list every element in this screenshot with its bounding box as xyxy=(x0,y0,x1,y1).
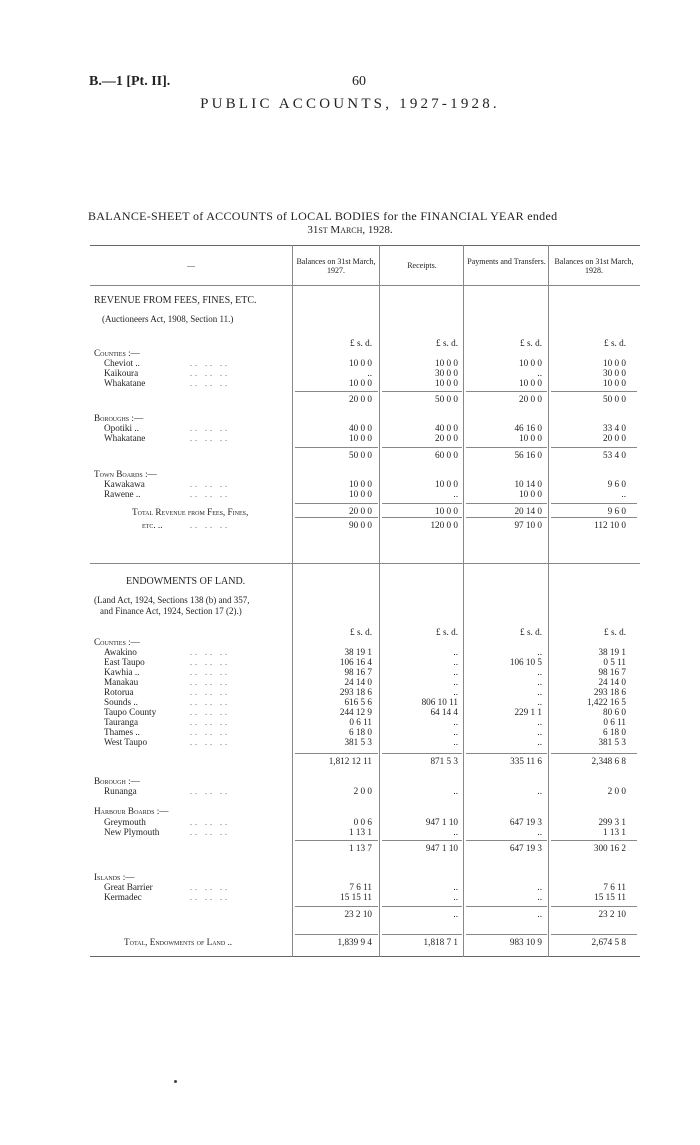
cell-c4: 23 2 10 xyxy=(598,909,626,919)
subtotal-rule xyxy=(382,906,462,907)
cell-c3: 20 0 0 xyxy=(519,394,542,404)
cell-c4: 0 6 11 xyxy=(603,717,626,727)
cell-c4: 112 10 0 xyxy=(594,520,626,530)
row-leader-dots: .. .. .. xyxy=(190,648,230,657)
cell-c3: 46 16 0 xyxy=(514,423,542,433)
cell-c4: 38 19 1 xyxy=(598,647,626,657)
cell-c1: 90 0 0 xyxy=(349,520,372,530)
cell-c3: .. xyxy=(537,647,542,657)
row-leader-dots: .. .. .. xyxy=(190,708,230,717)
cell-c2: 10 0 0 xyxy=(435,378,458,388)
cell-c4: 53 4 0 xyxy=(603,450,626,460)
cell-c4: 299 3 1 xyxy=(598,817,626,827)
cell-c2: 871 5 3 xyxy=(430,756,458,766)
cell-c4: 1,422 16 5 xyxy=(586,697,626,707)
cell-c4: 50 0 0 xyxy=(603,394,626,404)
cell-c3: 10 0 0 xyxy=(519,378,542,388)
cell-c3: .. xyxy=(537,786,542,796)
row-leader-dots: .. .. .. xyxy=(190,728,230,737)
cell-c1: 293 18 6 xyxy=(339,687,372,697)
row-label: Harbour Boards :— xyxy=(94,806,169,816)
cell-c1: 24 14 0 xyxy=(344,677,372,687)
table-row xyxy=(90,909,640,920)
row-label: Kawhia .. xyxy=(104,667,140,677)
table-row xyxy=(90,394,640,405)
subtotal-rule xyxy=(466,503,547,504)
cell-c3: £ s. d. xyxy=(520,338,542,348)
cell-c3: 97 10 0 xyxy=(514,520,542,530)
row-leader-dots: .. .. .. xyxy=(190,828,230,837)
cell-c2: 10 0 0 xyxy=(435,358,458,368)
cell-c2: 60 0 0 xyxy=(435,450,458,460)
subtotal-rule xyxy=(382,753,462,754)
cell-c1: 10 0 0 xyxy=(349,479,372,489)
page-title: PUBLIC ACCOUNTS, 1927-1928. xyxy=(200,96,500,112)
row-leader-dots: .. .. .. xyxy=(190,658,230,667)
cell-c1: 20 0 0 xyxy=(349,506,372,516)
row-leader-dots: .. .. .. xyxy=(190,883,230,892)
subtotal-rule xyxy=(466,517,547,518)
cell-c4: 1 13 1 xyxy=(603,827,626,837)
row-label: Whakatane xyxy=(104,433,146,443)
section-subtitle-revenue: (Auctioneers Act, 1908, Section 11.) xyxy=(102,314,234,324)
cell-c4: 24 14 0 xyxy=(598,677,626,687)
cell-c4: 10 0 0 xyxy=(603,378,626,388)
row-label: Kawakawa xyxy=(104,479,145,489)
row-leader-dots: .. .. .. xyxy=(190,359,230,368)
row-leader-dots: .. .. .. xyxy=(190,787,230,796)
table-row xyxy=(90,892,640,903)
cell-c2: 64 14 4 xyxy=(430,707,458,717)
cell-c3: 983 10 9 xyxy=(509,937,542,947)
row-label: Awakino xyxy=(104,647,137,657)
row-label: Rawene .. xyxy=(104,489,141,499)
cell-c3: .. xyxy=(537,882,542,892)
table-row xyxy=(90,843,640,854)
cell-c4: 98 16 7 xyxy=(598,667,626,677)
row-label: Boroughs :— xyxy=(94,413,144,423)
cell-c2: .. xyxy=(453,909,458,919)
row-label: West Taupo xyxy=(104,737,148,747)
row-label: Taupo County xyxy=(104,707,157,717)
row-label: Borough :— xyxy=(94,776,140,786)
cell-c1: 0 6 11 xyxy=(349,717,372,727)
row-label: Kaikoura xyxy=(104,368,139,378)
row-leader-dots: .. .. .. xyxy=(190,818,230,827)
cell-c4: 6 18 0 xyxy=(603,727,626,737)
cell-c3: 10 0 0 xyxy=(519,433,542,443)
cell-c1: 38 19 1 xyxy=(344,647,372,657)
row-leader-dots: .. .. .. xyxy=(190,688,230,697)
subtotal-rule xyxy=(466,906,547,907)
column-header-balances-1927: Balances on 31st March, 1927. xyxy=(296,257,376,275)
cell-c2: 120 0 0 xyxy=(430,520,458,530)
column-header-balances-1928: Balances on 31st March, 1928. xyxy=(554,257,634,275)
row-label: etc. .. xyxy=(142,520,163,530)
cell-c2: .. xyxy=(453,687,458,697)
table-row xyxy=(90,756,640,767)
cell-c2: 50 0 0 xyxy=(435,394,458,404)
table-row xyxy=(90,450,640,461)
row-label: New Plymouth xyxy=(104,827,160,837)
cell-c2: .. xyxy=(453,786,458,796)
cell-c2: .. xyxy=(453,489,458,499)
cell-c3: 229 1 1 xyxy=(514,707,542,717)
subtotal-rule xyxy=(382,517,462,518)
cell-c3: .. xyxy=(537,677,542,687)
cell-c3: £ s. d. xyxy=(520,627,542,637)
subtotal-rule xyxy=(382,391,462,392)
cell-c1: 1,812 12 11 xyxy=(328,756,372,766)
row-leader-dots: .. .. .. xyxy=(190,434,230,443)
cell-c2: £ s. d. xyxy=(436,338,458,348)
subtotal-rule xyxy=(551,447,637,448)
subtotal-rule xyxy=(466,753,547,754)
cell-c3: .. xyxy=(537,687,542,697)
cell-c1: 50 0 0 xyxy=(349,450,372,460)
cell-c2: 806 10 11 xyxy=(421,697,458,707)
table-row xyxy=(90,433,640,444)
cell-c3: .. xyxy=(537,667,542,677)
cell-c1: 1,839 9 4 xyxy=(337,937,372,947)
cell-c4: 293 18 6 xyxy=(593,687,626,697)
row-leader-dots: .. .. .. xyxy=(190,521,230,530)
row-leader-dots: .. .. .. xyxy=(190,490,230,499)
cell-c2: .. xyxy=(453,892,458,902)
cell-c2: 10 0 0 xyxy=(435,479,458,489)
table-row xyxy=(90,786,640,797)
cell-c3: 10 14 0 xyxy=(514,479,542,489)
cell-c1: .. xyxy=(367,368,372,378)
printer-mark xyxy=(174,1080,177,1083)
column-header-receipts: Receipts. xyxy=(407,261,437,270)
row-label: Total Revenue from Fees, Fines, xyxy=(132,507,249,517)
cell-c3: 647 19 3 xyxy=(509,843,542,853)
cell-c1: 10 0 0 xyxy=(349,489,372,499)
subtotal-rule xyxy=(551,753,637,754)
cell-c4: £ s. d. xyxy=(604,338,626,348)
cell-c1: 23 2 10 xyxy=(344,909,372,919)
cell-c2: .. xyxy=(453,677,458,687)
page-number: 60 xyxy=(352,74,366,89)
cell-c2: £ s. d. xyxy=(436,627,458,637)
row-label: Tauranga xyxy=(104,717,139,727)
cell-c3: 10 0 0 xyxy=(519,489,542,499)
table-row xyxy=(90,937,640,948)
subtotal-rule xyxy=(295,447,378,448)
row-label: Counties :— xyxy=(94,637,140,647)
cell-c1: 15 15 11 xyxy=(340,892,372,902)
cell-c2: .. xyxy=(453,667,458,677)
table-row xyxy=(90,378,640,389)
cell-c3: .. xyxy=(537,892,542,902)
section-subtitle-endowments-2: and Finance Act, 1924, Section 17 (2).) xyxy=(100,606,242,616)
row-leader-dots: .. .. .. xyxy=(190,718,230,727)
row-label: Cheviot .. xyxy=(104,358,140,368)
balance-sheet-date: 31st March, 1928. xyxy=(307,224,393,236)
table-row xyxy=(90,806,640,817)
cell-c1: 10 0 0 xyxy=(349,378,372,388)
cell-c4: 0 5 11 xyxy=(603,657,626,667)
cell-c2: 40 0 0 xyxy=(435,423,458,433)
table-row xyxy=(90,737,640,748)
subtotal-rule xyxy=(382,934,462,935)
cell-c3: .. xyxy=(537,697,542,707)
table-row xyxy=(90,520,640,531)
section-title-revenue: REVENUE FROM FEES, FINES, ETC. xyxy=(94,295,257,306)
cell-c3: 647 19 3 xyxy=(509,817,542,827)
subtotal-rule xyxy=(382,503,462,504)
cell-c4: 2 0 0 xyxy=(607,786,626,796)
subtotal-rule xyxy=(551,840,637,841)
cell-c3: 20 14 0 xyxy=(514,506,542,516)
cell-c3: 56 16 0 xyxy=(514,450,542,460)
cell-c2: .. xyxy=(453,717,458,727)
subtotal-rule xyxy=(551,906,637,907)
cell-c2: 947 1 10 xyxy=(425,817,458,827)
row-label: Greymouth xyxy=(104,817,146,827)
balance-sheet-title: BALANCE-SHEET of ACCOUNTS of LOCAL BODIES for the FINANCIAL YEAR ended xyxy=(88,209,558,223)
row-label: Manakau xyxy=(104,677,139,687)
row-label: Counties :— xyxy=(94,348,140,358)
cell-c4: £ s. d. xyxy=(604,627,626,637)
row-label: Kermadec xyxy=(104,892,142,902)
cell-c1: 10 0 0 xyxy=(349,433,372,443)
subtotal-rule xyxy=(295,840,378,841)
row-leader-dots: .. .. .. xyxy=(190,698,230,707)
cell-c2: 1,818 7 1 xyxy=(423,937,458,947)
cell-c1: £ s. d. xyxy=(350,338,372,348)
cell-c4: 300 16 2 xyxy=(593,843,626,853)
row-leader-dots: .. .. .. xyxy=(190,678,230,687)
cell-c1: 616 5 6 xyxy=(344,697,372,707)
cell-c1: 10 0 0 xyxy=(349,358,372,368)
header-divider xyxy=(90,285,640,286)
cell-c4: 10 0 0 xyxy=(603,358,626,368)
cell-c2: 20 0 0 xyxy=(435,433,458,443)
cell-c4: 80 6 0 xyxy=(603,707,626,717)
subtotal-rule xyxy=(466,391,547,392)
cell-c1: 381 5 3 xyxy=(344,737,372,747)
cell-c4: 9 6 0 xyxy=(607,506,626,516)
row-label: Sounds .. xyxy=(104,697,138,707)
subtotal-rule xyxy=(382,840,462,841)
section-subtitle-endowments-1: (Land Act, 1924, Sections 138 (b) and 357, xyxy=(94,595,250,605)
cell-c2: .. xyxy=(453,827,458,837)
cell-c3: .. xyxy=(537,727,542,737)
subtotal-rule xyxy=(295,503,378,504)
column-header-payments: Payments and Transfers. xyxy=(467,257,546,266)
section-divider xyxy=(90,563,640,564)
cell-c2: .. xyxy=(453,737,458,747)
row-label: Thames .. xyxy=(104,727,140,737)
cell-c3: 335 11 6 xyxy=(510,756,542,766)
row-leader-dots: .. .. .. xyxy=(190,424,230,433)
cell-c3: .. xyxy=(537,737,542,747)
subtotal-rule xyxy=(295,753,378,754)
subtotal-rule xyxy=(466,447,547,448)
cell-c1: 6 18 0 xyxy=(349,727,372,737)
row-leader-dots: .. .. .. xyxy=(190,480,230,489)
cell-c2: .. xyxy=(453,727,458,737)
cell-c4: .. xyxy=(621,489,626,499)
cell-c3: 10 0 0 xyxy=(519,358,542,368)
subtotal-rule xyxy=(551,517,637,518)
cell-c4: 2,674 5 8 xyxy=(591,937,626,947)
cell-c3: .. xyxy=(537,827,542,837)
cell-c3: .. xyxy=(537,909,542,919)
cell-c4: 15 15 11 xyxy=(594,892,626,902)
cell-c2: .. xyxy=(453,882,458,892)
cell-c1: £ s. d. xyxy=(350,627,372,637)
cell-c2: 947 1 10 xyxy=(425,843,458,853)
cell-c4: 9 6 0 xyxy=(607,479,626,489)
cell-c1: 0 0 6 xyxy=(353,817,372,827)
report-reference: B.—1 [Pt. II]. xyxy=(89,74,171,89)
subtotal-rule xyxy=(551,503,637,504)
cell-c3: .. xyxy=(537,368,542,378)
cell-c1: 1 13 1 xyxy=(349,827,372,837)
row-leader-dots: .. .. .. xyxy=(190,893,230,902)
cell-c1: 106 16 4 xyxy=(339,657,372,667)
cell-c4: 20 0 0 xyxy=(603,433,626,443)
subtotal-rule xyxy=(382,447,462,448)
cell-c2: 10 0 0 xyxy=(435,506,458,516)
column-header-description: — xyxy=(187,261,195,270)
cell-c4: 7 6 11 xyxy=(603,882,626,892)
row-label: Total, Endowments of Land .. xyxy=(124,937,233,947)
table-row xyxy=(90,489,640,500)
row-label: Whakatane xyxy=(104,378,146,388)
cell-c3: 106 10 5 xyxy=(509,657,542,667)
row-leader-dots: .. .. .. xyxy=(190,379,230,388)
cell-c1: 244 12 9 xyxy=(339,707,372,717)
cell-c1: 40 0 0 xyxy=(349,423,372,433)
row-label: Rotorua xyxy=(104,687,134,697)
cell-c2: 30 0 0 xyxy=(435,368,458,378)
cell-c4: 381 5 3 xyxy=(598,737,626,747)
row-label: Runanga xyxy=(104,786,137,796)
subtotal-rule xyxy=(295,906,378,907)
cell-c2: .. xyxy=(453,657,458,667)
cell-c4: 33 4 0 xyxy=(603,423,626,433)
subtotal-rule xyxy=(295,934,378,935)
cell-c1: 1 13 7 xyxy=(349,843,372,853)
row-label: Islands :— xyxy=(94,872,135,882)
subtotal-rule xyxy=(466,840,547,841)
cell-c1: 2 0 0 xyxy=(353,786,372,796)
balance-sheet-table xyxy=(90,245,640,957)
row-label: Town Boards :— xyxy=(94,469,157,479)
subtotal-rule xyxy=(295,517,378,518)
subtotal-rule xyxy=(551,391,637,392)
cell-c3: .. xyxy=(537,717,542,727)
subtotal-rule xyxy=(551,934,637,935)
row-leader-dots: .. .. .. xyxy=(190,738,230,747)
cell-c1: 7 6 11 xyxy=(349,882,372,892)
row-leader-dots: .. .. .. xyxy=(190,668,230,677)
section-title-endowments: ENDOWMENTS OF LAND. xyxy=(126,576,246,587)
cell-c2: .. xyxy=(453,647,458,657)
cell-c1: 98 16 7 xyxy=(344,667,372,677)
row-label: Opotiki .. xyxy=(104,423,139,433)
subtotal-rule xyxy=(295,391,378,392)
row-label: Great Barrier xyxy=(104,882,153,892)
cell-c4: 30 0 0 xyxy=(603,368,626,378)
row-label: East Taupo xyxy=(104,657,145,667)
table-row xyxy=(90,827,640,838)
subtotal-rule xyxy=(466,934,547,935)
cell-c1: 20 0 0 xyxy=(349,394,372,404)
cell-c4: 2,348 6 8 xyxy=(591,756,626,766)
row-leader-dots: .. .. .. xyxy=(190,369,230,378)
